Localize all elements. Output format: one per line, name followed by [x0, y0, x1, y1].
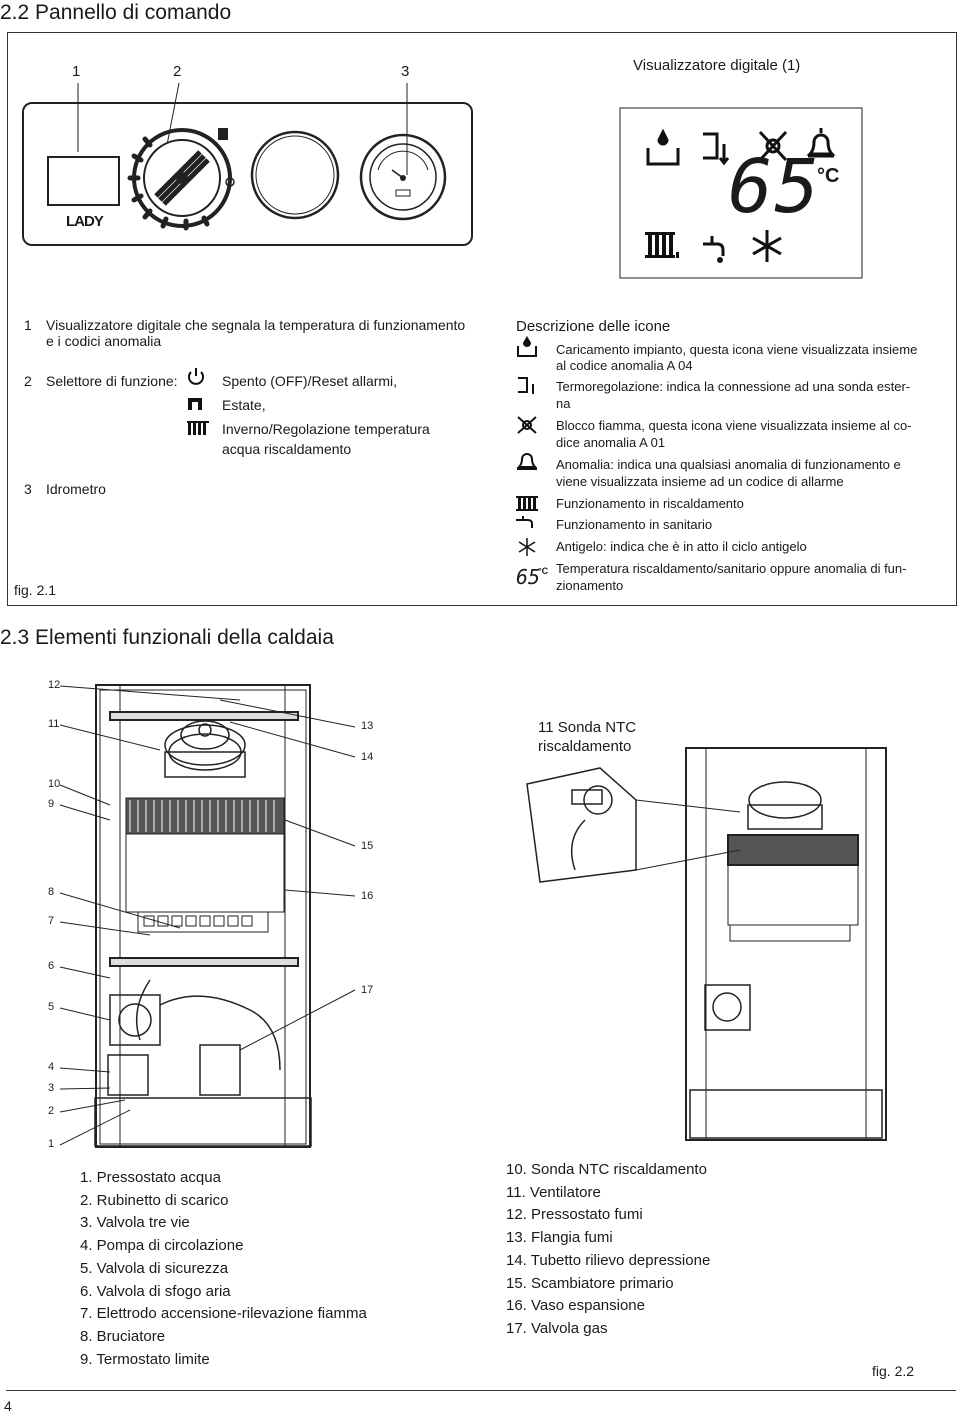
- list-item: 10. Sonda NTC riscaldamento: [506, 1161, 707, 1178]
- callout-16: 16: [361, 890, 374, 902]
- display-title: Visualizzatore digitale (1): [633, 57, 801, 74]
- page-number: 4: [4, 1398, 12, 1414]
- callout-5: 5: [48, 1001, 55, 1013]
- icon-desc-1-b: al codice anomalia A 04: [556, 358, 693, 373]
- callout-14: 14: [361, 751, 374, 763]
- panel-callout-3: 3: [401, 63, 410, 80]
- callout-11: 11: [48, 718, 60, 730]
- icon-desc-1-a: Caricamento impianto, questa icona viene visualizzata insieme: [556, 342, 918, 357]
- icons-description-title: Descrizione delle icone: [516, 318, 671, 335]
- display-temperature-value: 65: [728, 144, 822, 230]
- callout-6: 6: [48, 960, 55, 972]
- display-temperature-unit: °C: [817, 165, 840, 187]
- components-list-left: [80, 1167, 367, 1371]
- list-item: 8. Bruciatore: [80, 1327, 166, 1345]
- list-item: 7. Elettrodo accensione-rilevazione fiamma: [80, 1305, 367, 1323]
- footer-divider: [6, 1390, 956, 1391]
- icon-desc-8-a: Temperatura riscaldamento/sanitario oppure anomalia di fun-: [556, 561, 907, 576]
- list-item: 16. Vaso espansione: [506, 1297, 645, 1315]
- list-item: 13. Flangia fumi: [506, 1229, 613, 1247]
- figure-caption-2-2: fig. 2.2: [872, 1363, 915, 1379]
- list-item: 11. Ventilatore: [506, 1183, 601, 1201]
- callout-3: 3: [48, 1082, 55, 1094]
- callout-2: 2: [48, 1105, 55, 1117]
- list-item: 17. Valvola gas: [506, 1319, 608, 1337]
- list-item: 15. Scambiatore primario: [506, 1274, 674, 1292]
- callout-15: 15: [361, 840, 374, 852]
- legend-item-2-label: Selettore di funzione:: [46, 373, 178, 389]
- selector-option-off: Spento (OFF)/Reset allarmi,: [222, 373, 398, 389]
- figure-caption-2-1: fig. 2.1: [14, 582, 57, 598]
- selector-option-winter-a: Inverno/Regolazione temperatura: [222, 421, 430, 437]
- list-item: 3. Valvola tre vie: [80, 1214, 190, 1232]
- callout-12: 12: [48, 679, 61, 691]
- icon-desc-8-b: zionamento: [556, 578, 624, 593]
- list-item: 4. Pompa di circolazione: [80, 1237, 244, 1255]
- temperature-display-icon: 65: [516, 565, 541, 589]
- icon-desc-7: Antigelo: indica che è in atto il ciclo antigelo: [556, 539, 807, 554]
- callout-13: 13: [361, 720, 374, 732]
- detail-label-a: 11 Sonda NTC: [538, 719, 637, 736]
- icon-desc-2-a: Termoregolazione: indica la connessione ad una sonda ester-: [556, 379, 911, 394]
- icon-desc-6: Funzionamento in sanitario: [556, 517, 713, 532]
- legend-item-1-text-a: Visualizzatore digitale che segnala la temperatura di funzionamento: [46, 317, 466, 333]
- panel-callout-1: 1: [72, 63, 81, 80]
- legend-item-3-num: 3: [24, 481, 32, 497]
- callout-8: 8: [48, 886, 55, 898]
- callout-7: 7: [48, 915, 55, 927]
- callout-4: 4: [48, 1061, 55, 1073]
- selector-option-summer: Estate,: [222, 397, 266, 413]
- icon-desc-5: Funzionamento in riscaldamento: [556, 496, 744, 511]
- list-item: 5. Valvola di sicurezza: [80, 1259, 229, 1277]
- selector-option-winter-b: acqua riscaldamento: [222, 441, 352, 457]
- legend-item-3-text: Idrometro: [46, 481, 106, 497]
- list-item: 14. Tubetto rilievo depressione: [506, 1251, 711, 1269]
- callout-9: 9: [48, 798, 55, 810]
- legend-item-2-num: 2: [24, 373, 32, 389]
- icon-desc-3-b: dice anomalia A 01: [556, 435, 666, 450]
- callout-1: 1: [48, 1138, 55, 1150]
- section-title-elementi: 2.3 Elementi funzionali della caldaia: [0, 626, 334, 649]
- detail-label-b: riscaldamento: [538, 738, 632, 755]
- list-item: 2. Rubinetto di scarico: [80, 1191, 229, 1209]
- panel-callout-2: 2: [173, 63, 182, 80]
- icon-desc-4-b: viene visualizzata insieme ad un codice di allarme: [556, 474, 844, 489]
- callout-17: 17: [361, 984, 374, 996]
- legend-item-1-text-b: e i codici anomalia: [46, 333, 162, 349]
- components-list-right: [506, 1159, 710, 1341]
- section-title-pannello: 2.2 Pannello di comando: [0, 1, 232, 24]
- icon-desc-4-a: Anomalia: indica una qualsiasi anomalia di funzionamento e: [556, 457, 901, 472]
- list-item: 6. Valvola di sfogo aria: [80, 1282, 231, 1300]
- list-item: 1. Pressostato acqua: [80, 1169, 221, 1186]
- legend-item-1-num: 1: [24, 317, 32, 333]
- list-item: 12. Pressostato fumi: [506, 1206, 643, 1224]
- brand-logo: LADY: [66, 213, 103, 230]
- icon-desc-3-a: Blocco fiamma, questa icona viene visualizzata insieme al co-: [556, 418, 912, 433]
- temperature-display-icon-unit: °C: [538, 566, 549, 576]
- list-item: 9. Termostato limite: [80, 1350, 210, 1368]
- icon-desc-2-b: na: [556, 396, 571, 411]
- callout-10: 10: [48, 778, 61, 790]
